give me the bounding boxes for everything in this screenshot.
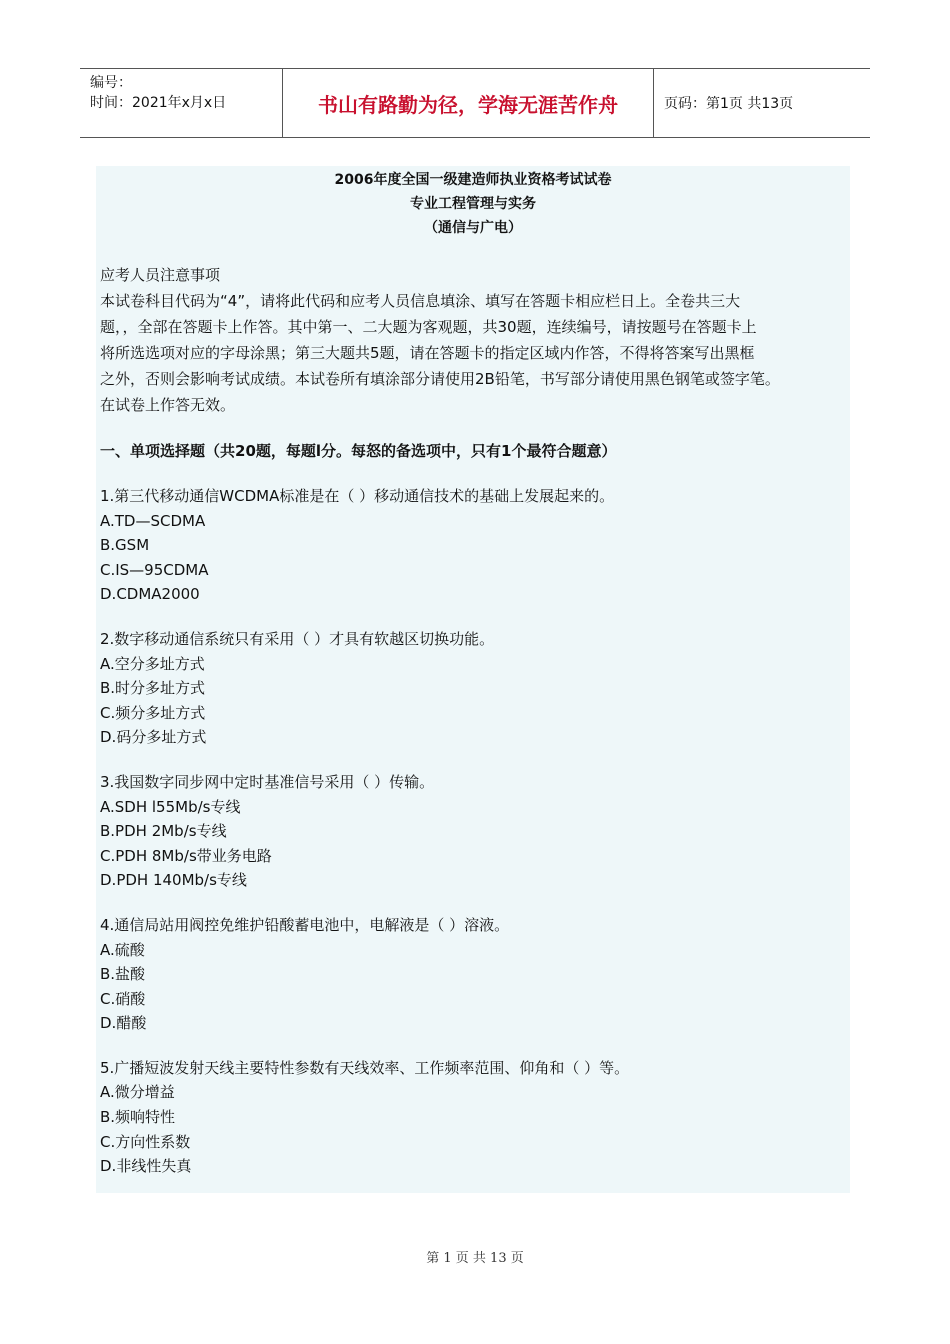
- notice-line: 在试卷上作答无效。: [100, 396, 236, 414]
- option-c: C.方向性系数: [100, 1132, 191, 1151]
- option-d: D.醋酸: [100, 1014, 147, 1033]
- question-stem: 3.我国数字同步网中定时基准信号采用（ ）传输。: [100, 772, 435, 791]
- question-stem: 1.第三代移动通信WCDMA标准是在（ ）移动通信技术的基础上发展起来的。: [100, 487, 615, 505]
- notice-line: 题，，全部在答题卡上作答。其中第一、二大题为客观题，共30题，连续编号，请按题号在答题卡上: [100, 318, 757, 336]
- exam-subtitle: 专业工程管理与实务: [410, 196, 536, 212]
- option-c: C.频分多址方式: [100, 703, 206, 722]
- option-c: C.IS—95CDMA: [100, 560, 209, 579]
- option-b: B.PDH 2Mb/s专线: [100, 822, 227, 841]
- motto: 书山有路勤为径，学海无涯苦作舟: [282, 69, 654, 137]
- option-d: D.CDMA2000: [100, 585, 200, 604]
- option-c: C.PDH 8Mb/s带业务电路: [100, 846, 272, 865]
- header-table: [80, 68, 870, 138]
- time-label: 时间：2021年x月x日: [90, 95, 227, 111]
- page-label: 页码：第1页 共13页: [664, 96, 794, 112]
- option-a: A.微分增益: [100, 1083, 175, 1102]
- option-a: A.SDH l55Mb/s专线: [100, 797, 241, 816]
- page-footer: 第 1 页 共 13 页: [426, 1251, 524, 1266]
- question-2: [100, 627, 846, 750]
- option-a: A.TD—SCDMA: [100, 511, 206, 530]
- question-1: [100, 484, 846, 607]
- exam-track: （通信与广电）: [424, 220, 522, 236]
- option-d: D.码分多址方式: [100, 728, 207, 747]
- number-label: 编号：: [90, 75, 132, 91]
- notice-line: 本试卷科目代码为“4”，请将此代码和应考人员信息填涂、填写在答题卡相应栏日上。全卷共三大: [100, 292, 741, 310]
- question-3: [100, 770, 846, 893]
- notice: [100, 262, 846, 418]
- exam-content: [96, 166, 850, 1193]
- question-stem: 4.通信局站用阀控免维护铅酸蓄电池中，电解液是（ ）溶液。: [100, 915, 510, 934]
- question-stem: 5.广播短波发射天线主要特性参数有天线效率、工作频率范围、仰角和（ ）等。: [100, 1058, 630, 1077]
- option-b: B.时分多址方式: [100, 679, 206, 698]
- option-b: B.GSM: [100, 536, 150, 555]
- notice-heading: 应考人员注意事项: [100, 266, 221, 284]
- question-stem: 2.数字移动通信系统只有采用（ ）才具有软越区切换功能。: [100, 629, 495, 648]
- option-a: A.硫酸: [100, 940, 145, 959]
- option-b: B.频响特性: [100, 1108, 176, 1127]
- question-4: [100, 913, 846, 1036]
- notice-line: 将所选选项对应的字母涂黑；第三大题共5题，请在答题卡的指定区域内作答，不得将答案写出黑框: [100, 344, 755, 362]
- option-a: A.空分多址方式: [100, 654, 205, 673]
- section-heading: 一、单项选择题（共20题，每题l分。每怒的备选项中，只有1个最符合题意）: [100, 442, 617, 460]
- option-c: C.硝酸: [100, 989, 146, 1008]
- option-b: B.盐酸: [100, 965, 146, 984]
- header-info-cell: [80, 69, 282, 137]
- exam-title: 2006年度全国一级建造师执业资格考试试卷: [334, 172, 612, 188]
- option-d: D.PDH 140Mb/s专线: [100, 871, 247, 890]
- notice-line: 之外，否则会影响考试成绩。本试卷所有填涂部分请使用2B铅笔，书写部分请使用黑色钢笔或签字笔。: [100, 370, 780, 388]
- option-d: D.非线性失真: [100, 1157, 192, 1176]
- question-5: [100, 1056, 846, 1179]
